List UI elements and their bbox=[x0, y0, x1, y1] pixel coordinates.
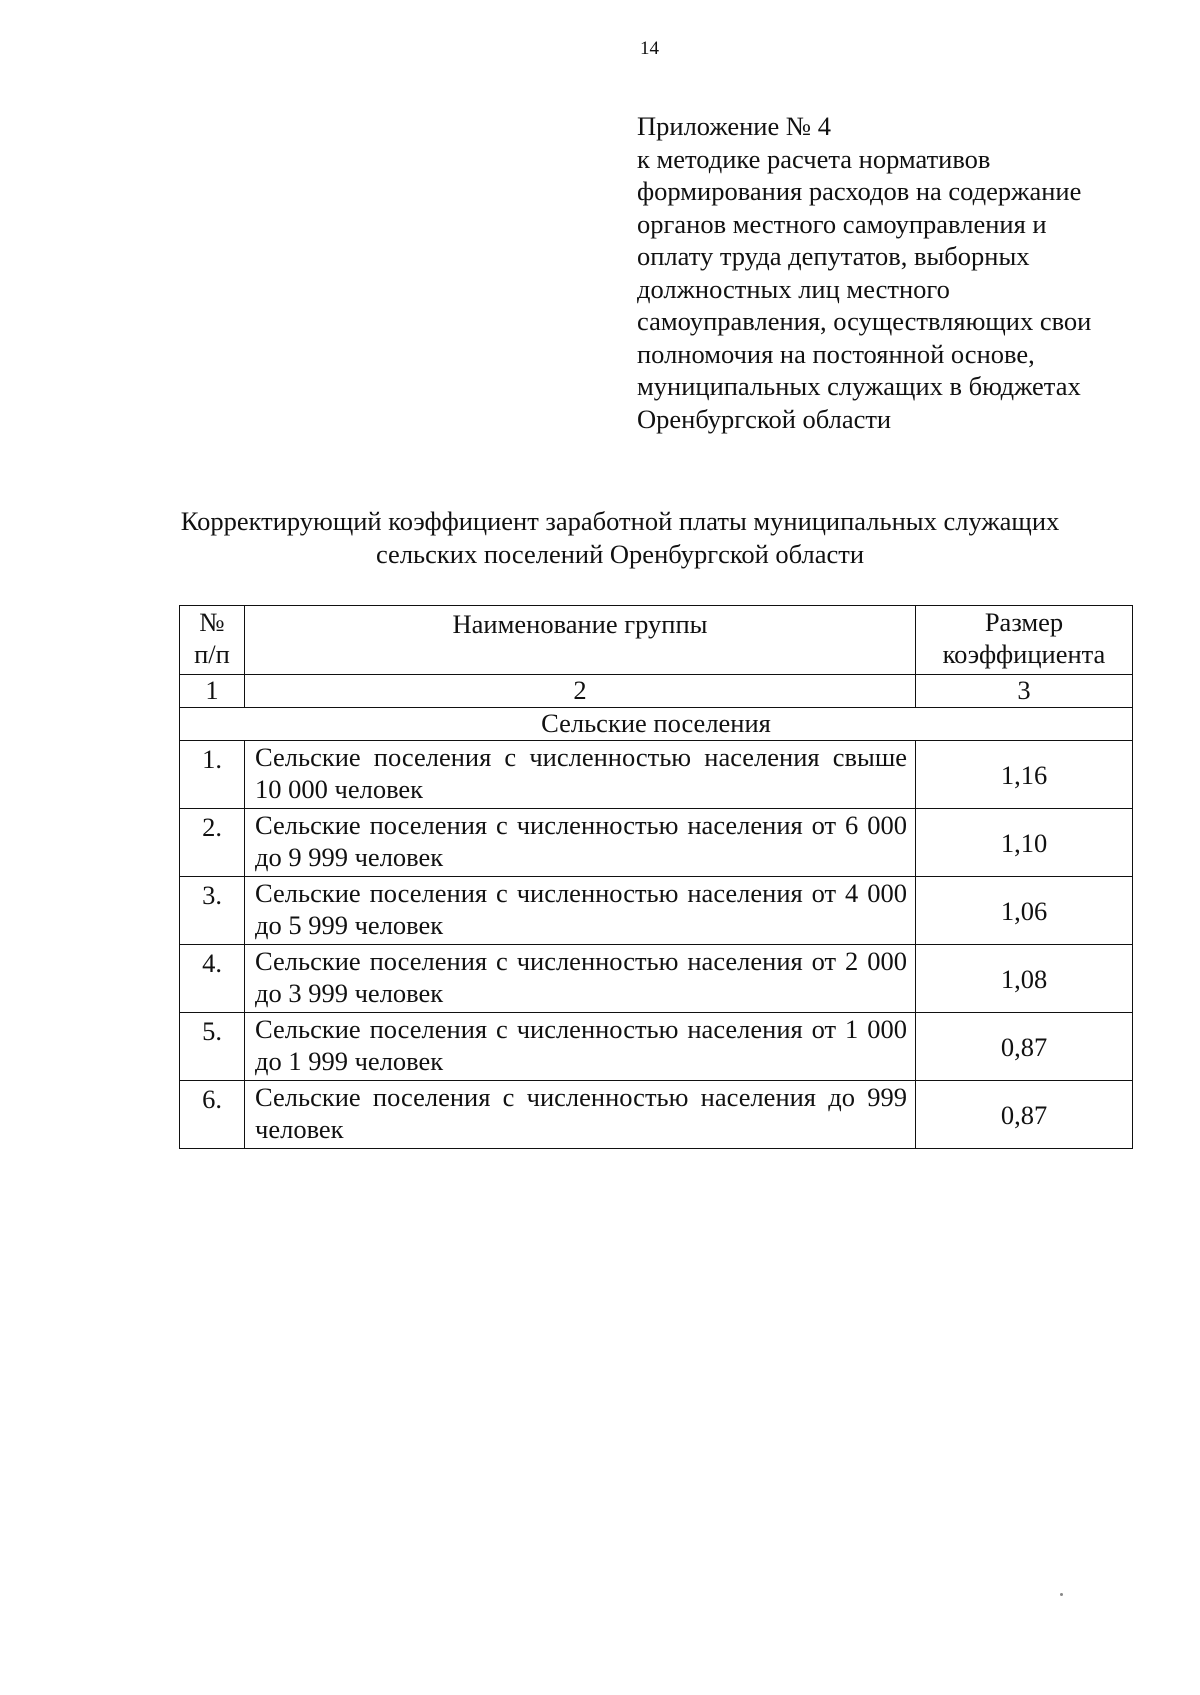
title-line-2: сельских поселений Оренбургской области bbox=[375, 539, 865, 569]
row-name: Сельские поселения с численностью населения от 6 000 до 9 999 человек bbox=[245, 809, 916, 877]
row-name: Сельские поселения с численностью населения от 2 000 до 3 999 человек bbox=[245, 945, 916, 1013]
table-row bbox=[180, 1013, 1133, 1081]
row-name: Сельские поселения с численностью населения до 999 человек bbox=[245, 1081, 916, 1149]
column-number: 2 bbox=[245, 675, 916, 708]
row-coefficient: 0,87 bbox=[916, 1081, 1133, 1149]
header-coef-line2: коэффициента bbox=[942, 639, 1106, 669]
header-number-cell bbox=[180, 606, 245, 675]
header-number-line1: № bbox=[199, 607, 225, 637]
row-coefficient: 1,10 bbox=[916, 809, 1133, 877]
section-row bbox=[180, 708, 1133, 741]
appendix-line: муниципальных служащих в бюджетах bbox=[637, 371, 1081, 401]
appendix-line: Приложение № 4 bbox=[637, 111, 832, 141]
row-name: Сельские поселения с численностью населения от 4 000 до 5 999 человек bbox=[245, 877, 916, 945]
table-row bbox=[180, 877, 1133, 945]
coefficient-table bbox=[179, 605, 1133, 1149]
row-name: Сельские поселения с численностью населения свыше 10 000 человек bbox=[245, 741, 916, 809]
appendix-line: формирования расходов на содержание bbox=[637, 176, 1082, 206]
row-coefficient: 1,06 bbox=[916, 877, 1133, 945]
section-title: Сельские поселения bbox=[180, 708, 1133, 741]
table-header-row bbox=[180, 606, 1133, 675]
header-number-line2: п/п bbox=[194, 639, 230, 669]
row-coefficient: 1,16 bbox=[916, 741, 1133, 809]
document-title bbox=[150, 505, 1090, 571]
row-number: 3. bbox=[180, 877, 245, 945]
appendix-line: Оренбургской области bbox=[637, 403, 892, 434]
row-number: 6. bbox=[180, 1081, 245, 1149]
column-number-row bbox=[180, 675, 1133, 708]
row-coefficient: 1,08 bbox=[916, 945, 1133, 1013]
table-row bbox=[180, 809, 1133, 877]
appendix-line: должностных лиц местного bbox=[637, 273, 950, 304]
row-number: 5. bbox=[180, 1013, 245, 1081]
row-number: 4. bbox=[180, 945, 245, 1013]
row-number: 1. bbox=[180, 741, 245, 809]
appendix-header bbox=[637, 110, 1157, 435]
row-number: 2. bbox=[180, 809, 245, 877]
appendix-line: полномочия на постоянной основе, bbox=[637, 338, 1035, 369]
column-number: 3 bbox=[916, 675, 1133, 708]
appendix-line: к методике расчета нормативов bbox=[637, 143, 991, 174]
row-coefficient: 0,87 bbox=[916, 1013, 1133, 1081]
column-number: 1 bbox=[180, 675, 245, 708]
table-row bbox=[180, 741, 1133, 809]
appendix-line: оплату труда депутатов, выборных bbox=[637, 241, 1030, 271]
table-row bbox=[180, 945, 1133, 1013]
scan-speck bbox=[1060, 1593, 1063, 1596]
row-name: Сельские поселения с численностью населения от 1 000 до 1 999 человек bbox=[245, 1013, 916, 1081]
header-coefficient-cell bbox=[916, 606, 1133, 675]
table-row bbox=[180, 1081, 1133, 1149]
header-coef-line1: Размер bbox=[984, 607, 1064, 637]
page-number: 14 bbox=[640, 38, 659, 59]
appendix-line: самоуправления, осуществляющих свои bbox=[637, 306, 1092, 336]
title-line-1: Корректирующий коэффициент заработной платы муниципальных служащих bbox=[180, 506, 1060, 536]
appendix-line: органов местного самоуправления и bbox=[637, 208, 1047, 239]
header-name-cell: Наименование группы bbox=[245, 606, 916, 675]
